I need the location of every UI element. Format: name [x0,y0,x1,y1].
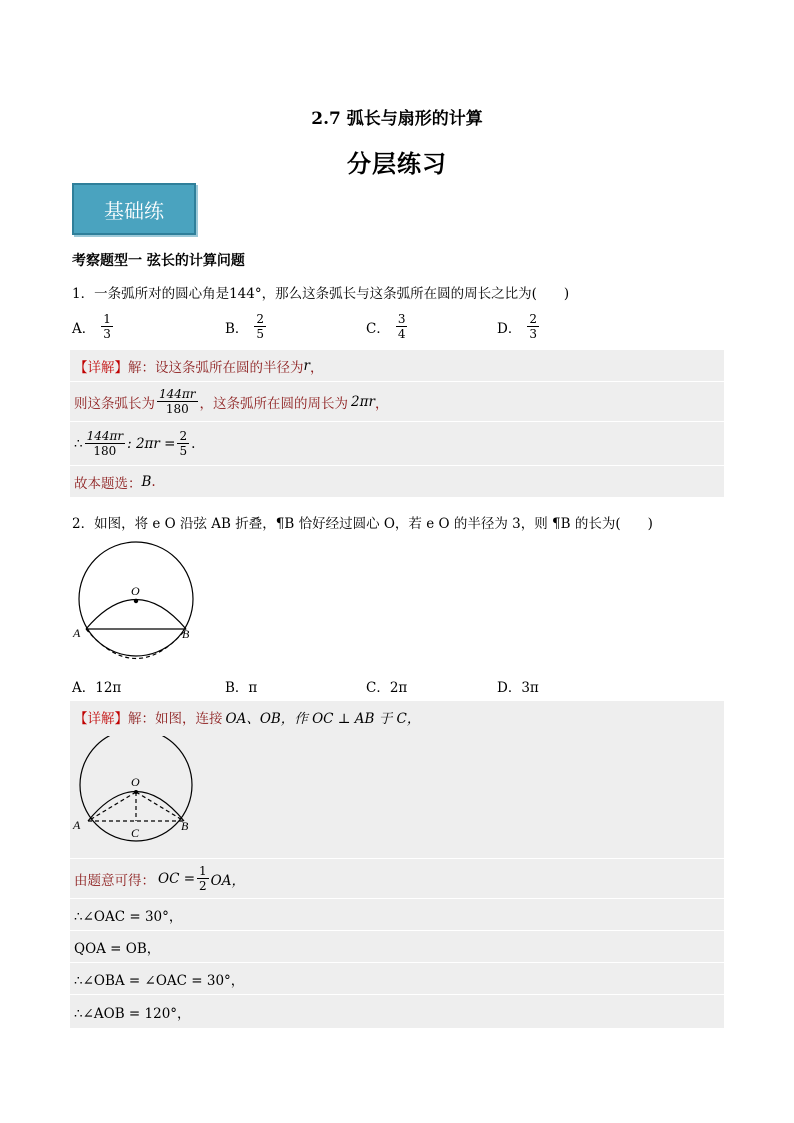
math-expr: OA， [210,872,245,889]
folded-arc [86,600,186,630]
math-fraction: $\frac{1}{2}$ [199,864,207,893]
option-label: B． [225,320,249,337]
q2-option-d[interactable]: D．3π [497,680,539,696]
label-a: A [73,818,81,832]
answer-1-line-2 [70,381,724,421]
answer-text: 则这条弧长为 [74,395,155,412]
math-fraction: 144πr 180 [159,387,196,416]
answer-1-line-1 [70,349,724,381]
math-expr: OC = [158,870,195,887]
answer-2-line-6: ∴∠AOB = 120°， [70,994,724,1028]
punct: . [191,435,196,452]
q1-option-a[interactable] [72,312,113,341]
question-2-text: 2．如图，将 e O 沿弦 AB 折叠，¶B 恰好经过圆心 O，若 e O 的半径为 3，则 ¶B 的长为( ) [72,516,653,532]
answer-text: 故本题选： [74,475,142,492]
answer-2-box [70,700,724,1028]
option-fraction: $\frac{1}{3}$ [103,312,111,341]
q1-option-d[interactable] [497,312,539,341]
a2-figure [70,736,210,846]
label-o: O [131,584,140,598]
q2-figure [70,540,210,666]
segment-ob [136,792,184,821]
punct: ， [374,395,389,412]
answer-text: 解：如图，连接 [128,710,223,727]
q2-option-c[interactable]: C．2π [366,680,408,696]
answer-2-line-3: ∴∠OAC = 30°， [70,898,724,930]
answer-1-line-4 [70,465,724,497]
answer-2-line-5: ∴∠OBA = ∠OAC = 30°， [70,962,724,994]
math-var: OA、OB，作 OC ⊥ AB 于 C， [225,710,421,727]
label-a: A [73,626,81,640]
question-1-text: 1．一条弧所对的圆心角是144°，那么这条弧长与这条弧所在圆的周长之比为( ) [72,286,570,302]
detail-tag: 【详解】 [74,710,128,727]
option-fraction: $\frac{2}{5}$ [256,312,265,341]
answer-2-line-1 [70,700,724,732]
answer-text: 由题意可得： [74,872,155,889]
q1-option-c[interactable] [366,312,407,341]
detail-tag: 【详解】 [74,359,128,376]
center-point [134,599,138,603]
math-expr: : 2πr = [127,435,176,452]
option-label: C． [366,320,390,337]
math-fraction: 144πr 180 [86,429,124,458]
q2-option-b[interactable]: B．π [225,680,258,696]
label-b: B [182,627,190,641]
page-subtitle: 分层练习 [347,149,447,178]
center-point [134,790,138,794]
answer-1-box [70,349,724,497]
punct: . [151,473,156,490]
option-fraction: $\frac{3}{4}$ [397,312,406,341]
section-heading: 考察题型一 弦长的计算问题 [72,253,245,269]
math-var: r [303,357,310,374]
answer-2-line-2 [70,858,724,898]
q2-option-a[interactable]: A．12π [72,680,122,696]
option-label: A． [72,320,96,337]
option-label: D． [497,320,522,337]
answer-text: 解：设这条弧所在圆的半径为 [128,359,304,376]
segment-oa [88,792,136,821]
label-o: O [131,775,140,789]
page-title: 2.7 弧长与扇形的计算 [311,109,483,129]
therefore-symbol: ∴ [74,435,83,452]
q1-option-b[interactable] [225,312,266,341]
option-fraction: $\frac{2}{3}$ [529,312,537,341]
label-b: B [181,819,189,833]
label-c: C [131,826,140,840]
answer-2-line-4: QOA = OB， [70,930,724,962]
answer-1-line-3 [70,421,724,465]
math-var: B [141,473,152,490]
punct: ， [309,359,324,376]
math-var: 2πr [351,393,375,410]
math-fraction: $\frac{2}{5}$ [179,429,188,458]
level-badge: 基础练 [72,183,196,235]
answer-text: ，这条弧所在圆的周长为 [199,395,349,412]
